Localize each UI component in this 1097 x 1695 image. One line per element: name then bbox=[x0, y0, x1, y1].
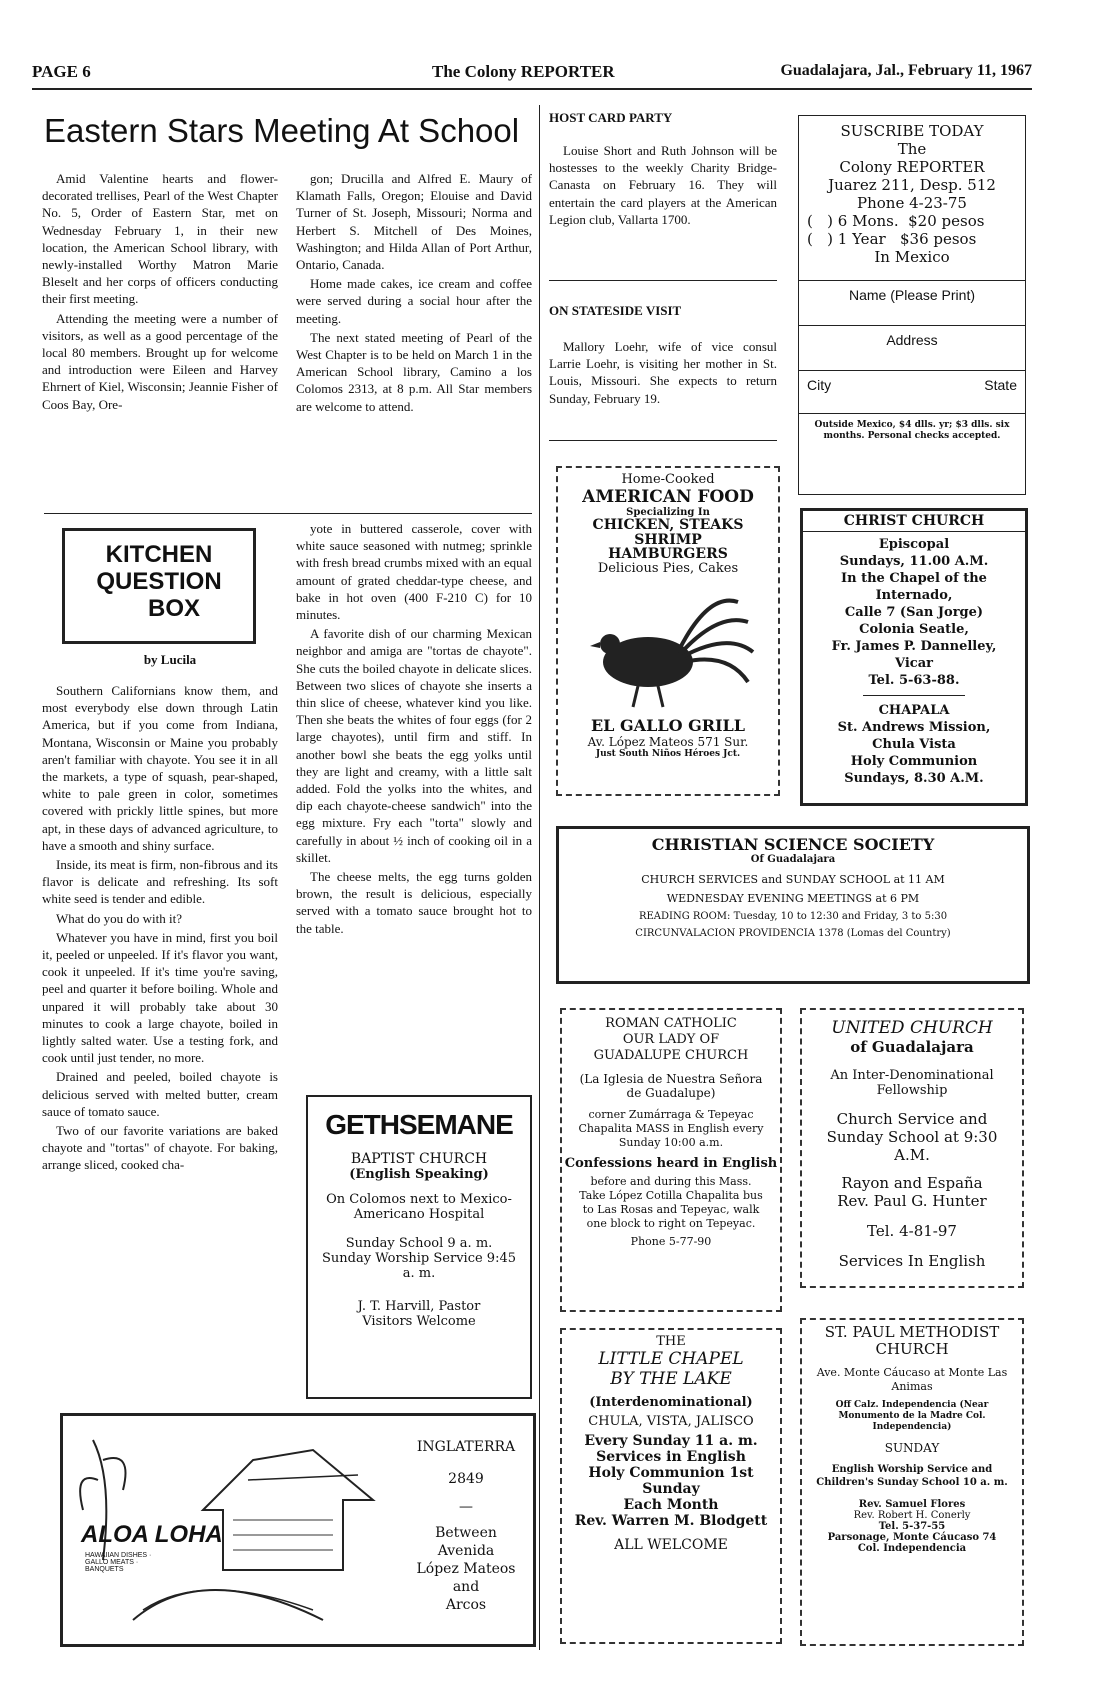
article-paragraph: Attending the meeting were a number of visitors, as well as a good percentage of the local 80 members. Brought up for welcome and introduction were Eileen and Harvey Ehrnert of Kiel, Wisconsin; Jeannie Fisher of Coos Bay, Ore- bbox=[42, 310, 278, 412]
column-rule bbox=[539, 105, 540, 1650]
rooster-illustration bbox=[568, 582, 768, 712]
subscribe-line: SUSCRIBE TODAY bbox=[840, 122, 984, 140]
chapel-line: Every Sunday 11 a. m. bbox=[584, 1433, 758, 1449]
chapala-line: St. Andrews Mission, bbox=[837, 720, 991, 735]
aloha-line: and bbox=[452, 1579, 480, 1595]
catholic-line: ROMAN CATHOLIC bbox=[605, 1016, 737, 1031]
article-paragraph: The next stated meeting of Pearl of the West Chapter is to be held on March 1 in the American School library, Camino a los Colomos 2313, at 8 p.m. All Star members are welcome to attend. bbox=[296, 329, 532, 414]
chapala-line: Chula Vista bbox=[872, 737, 956, 752]
united-church-ad bbox=[800, 1008, 1024, 1288]
address-field-label[interactable]: Address bbox=[886, 332, 938, 348]
catholic-heading bbox=[562, 1016, 780, 1064]
subscribe-option-6mo[interactable]: ( ) 6 Mons. $20 pesos bbox=[807, 212, 985, 230]
article-paragraph: Amid Valentine hearts and flower-decorated trellises, Pearl of the West Chapter No. 5, Order of Eastern Star, met on Wednesday February 1, in their new location, the American School library, with newly-installed Worthy Matron Marie Bleselt and her corps of officers conducting their first meeting. bbox=[42, 171, 278, 307]
article-paragraph: Louise Short and Ruth Johnson will be hostesses to the weekly Charity Bridge-Canasta on February 16. They will entertain the card players at the American Legion club, Vallarta 1700. bbox=[549, 143, 777, 227]
name-field-label[interactable]: Name (Please Print) bbox=[848, 287, 976, 303]
host-card-title: HOST CARD PARTY bbox=[549, 110, 673, 125]
methodist-title: ST. PAUL METHODIST CHURCH bbox=[824, 1323, 1000, 1358]
gallo-name: EL GALLO GRILL bbox=[590, 716, 746, 735]
catholic-confessions: Confessions heard in English bbox=[564, 1156, 778, 1171]
methodist-line: Col. Independencia bbox=[857, 1543, 967, 1554]
cc-line: Calle 7 (San Jorge) bbox=[844, 605, 984, 620]
christian-science-ad bbox=[556, 826, 1030, 984]
stateside-body bbox=[549, 338, 777, 409]
cc-line: Colonia Seatle, bbox=[859, 622, 969, 637]
gethsemane-title: GETHSEMANE bbox=[325, 1109, 513, 1140]
united-services: Services In English bbox=[838, 1252, 986, 1270]
gallo-line: Delicious Pies, Cakes bbox=[597, 561, 739, 576]
article-paragraph: Mallory Loehr, wife of vice consul Larrie Loehr, is visiting her mother in St. Louis, Missouri. She expects to return Sunday, February 19. bbox=[549, 339, 777, 406]
cc-line: Vicar bbox=[895, 656, 933, 671]
cc-line: Sundays, 11.00 A.M. bbox=[839, 554, 989, 569]
stateside-title: ON STATESIDE VISIT bbox=[549, 303, 682, 318]
united-line: An Inter-Denominational Fellowship bbox=[830, 1068, 994, 1098]
methodist-line: Tel. 5-37-55 bbox=[878, 1521, 946, 1532]
little-chapel-ad bbox=[560, 1328, 782, 1644]
gallo-address: Just South Niños Héroes Jct. bbox=[595, 749, 741, 759]
masthead bbox=[32, 58, 1032, 90]
aloha-line: 2849 bbox=[448, 1471, 484, 1487]
aloha-address bbox=[411, 1438, 521, 1614]
kitchen-title-line: KITCHEN bbox=[105, 541, 213, 568]
methodist-ad bbox=[800, 1318, 1024, 1646]
chapel-line: CHULA, VISTA, JALISCO bbox=[588, 1414, 754, 1429]
methodist-line: Ave. Monte Cáucaso at Monte Las Animas bbox=[816, 1366, 1008, 1393]
subscribe-line: The bbox=[897, 140, 927, 158]
chapala-title: CHAPALA bbox=[878, 703, 950, 718]
gallo-line: Specializing In bbox=[626, 507, 710, 518]
subscribe-line: Juarez 211, Desp. 512 bbox=[828, 176, 996, 194]
united-line: Rayon and España bbox=[841, 1174, 983, 1192]
aloha-ad bbox=[60, 1413, 536, 1647]
chapel-line: THE bbox=[656, 1334, 686, 1349]
city-field-label[interactable]: City bbox=[807, 377, 832, 393]
science-line: CIRCUNVALACION PROVIDENCIA 1378 (Lomas del Country) bbox=[635, 928, 951, 939]
gallo-line: AMERICAN FOOD bbox=[582, 487, 754, 507]
united-sub: of Guadalajara bbox=[850, 1038, 974, 1056]
aloha-line: Arcos bbox=[445, 1597, 487, 1613]
chapel-line: ALL WELCOME bbox=[614, 1537, 728, 1553]
article-paragraph: yote in buttered casserole, cover with white sauce seasoned with nutmeg; sprinkle with fresh bread crumbs mixed with an equal amount of grated cheddar-type cheese, and bake in hot oven (400 F-210 C) for 10 minutes. bbox=[296, 521, 532, 623]
methodist-line: SUNDAY bbox=[884, 1441, 940, 1455]
catholic-sub: (La Iglesia de Nuestra Señora de Guadalupe) bbox=[579, 1072, 763, 1100]
science-title: CHRISTIAN SCIENCE SOCIETY bbox=[651, 835, 935, 854]
united-line: Church Service and Sunday School at 9:30 A.M. bbox=[826, 1110, 998, 1164]
page-number: PAGE 6 bbox=[32, 62, 91, 81]
cc-line: In the Chapel of the bbox=[841, 571, 987, 586]
gethsemane-line: On Colomos next to Mexico-Americano Hospital bbox=[326, 1192, 512, 1222]
catholic-phone: Phone 5-77-90 bbox=[630, 1235, 712, 1248]
eastern-stars-col1 bbox=[42, 170, 278, 415]
chapala-details bbox=[803, 702, 1025, 787]
science-line: WEDNESDAY EVENING MEETINGS at 6 PM bbox=[666, 892, 920, 905]
aloha-line: — bbox=[459, 1499, 473, 1515]
gethsemane-line: J. T. Harvill, Pastor bbox=[357, 1299, 481, 1314]
kitchen-col2 bbox=[296, 520, 532, 939]
host-card-body bbox=[549, 142, 777, 230]
subscribe-fine-print: Outside Mexico, $4 dlls. yr; $3 dlls. six months. Personal checks accepted. bbox=[814, 420, 1010, 441]
subscribe-coupon bbox=[798, 115, 1026, 495]
kitchen-title-line: QUESTION bbox=[96, 568, 222, 595]
subscribe-line: Colony REPORTER bbox=[839, 158, 985, 176]
science-line: READING ROOM: Tuesday, 10 to 12:30 and Friday, 3 to 5:30 bbox=[638, 911, 948, 922]
aloha-line: Avenida bbox=[437, 1543, 495, 1559]
article-paragraph: Inside, its meat is firm, non-fibrous and its flavor is delicate and refreshing. Its soft white seed is tender and edible. bbox=[42, 857, 278, 907]
el-gallo-ad bbox=[556, 466, 780, 796]
methodist-line: English Worship Service and Children's Sunday School 10 a. m. bbox=[816, 1464, 1008, 1488]
chapala-line: Sundays, 8.30 A.M. bbox=[844, 771, 984, 786]
gethsemane-line: BAPTIST CHURCH bbox=[350, 1151, 488, 1167]
chapel-line: Sunday bbox=[642, 1481, 700, 1497]
science-sub: Of Guadalajara bbox=[750, 854, 836, 865]
subscribe-line: Phone 4-23-75 bbox=[857, 194, 967, 212]
gallo-line: SHRIMP bbox=[634, 532, 702, 548]
chapel-line: LITTLE CHAPEL bbox=[598, 1349, 744, 1369]
cc-line: Episcopal bbox=[878, 537, 950, 552]
united-tel: Tel. 4-81-97 bbox=[867, 1222, 957, 1240]
chapel-line: Each Month bbox=[623, 1497, 719, 1513]
chapel-line: Services in English bbox=[596, 1449, 746, 1465]
chapel-line: Holy Communion 1st bbox=[588, 1465, 754, 1481]
article-paragraph: Drained and peeled, boiled chayote is delicious served with melted butter, cream sauce of tomato sauce. bbox=[42, 1069, 278, 1119]
article-paragraph: Home made cakes, ice cream and coffee were served during a social hour after the meeting. bbox=[296, 276, 532, 326]
christ-church-title: CHRIST CHURCH bbox=[843, 513, 985, 529]
subscribe-option-1yr[interactable]: ( ) 1 Year $36 pesos bbox=[807, 230, 977, 248]
christ-church-ad bbox=[800, 508, 1028, 806]
article-paragraph: A favorite dish of our charming Mexican neighbor and amiga are "tortas de chayote". She cuts the boiled chayote in delicate slices. Between two slices of chayote she inserts a thin slice of cheese, whatever kind you like. Then she beats the whites of four eggs (for 2 large chayotes), until firm and stiff. In another bowl she beats the egg yolks until they are light and creamy, with a little salt added. Fold the yolks into the whites, and dip each chayote-cheese sandwich" into the egg mixture. Fry each "torta" slowly and carefully in about ½ inch of cooking oil in a skillet. bbox=[296, 626, 532, 865]
methodist-line: Off Calz. Independencia (Near Monumento de la Madre Col. Independencia) bbox=[835, 1400, 989, 1432]
state-field-label[interactable]: State bbox=[984, 377, 1017, 393]
gethsemane-line: Sunday Worship Service 9:45 a. m. bbox=[322, 1251, 516, 1281]
catholic-ad bbox=[560, 1008, 782, 1312]
catholic-line: OUR LADY OF bbox=[622, 1032, 720, 1047]
paper-title: The Colony REPORTER bbox=[432, 62, 615, 81]
gallo-address: Av. López Mateos 571 Sur. bbox=[587, 735, 749, 749]
kitchen-col1 bbox=[42, 682, 278, 1176]
eastern-stars-col2 bbox=[296, 170, 532, 417]
kitchen-title-line: BOX bbox=[147, 595, 200, 622]
chapel-line: Rev. Warren M. Blodgett bbox=[574, 1513, 768, 1529]
methodist-line: Rev. Robert H. Conerly bbox=[853, 1510, 971, 1521]
gallo-line: Home-Cooked bbox=[621, 472, 715, 487]
kitchen-title-box bbox=[62, 528, 256, 644]
divider bbox=[549, 440, 777, 441]
article-paragraph: gon; Drucilla and Alfred E. Maury of Klamath Falls, Oregon; Elouise and David Turner of St. Joseph, Missouri; Norma and Herbert S. Mitchell of Des Moines, Washington; and Hilda Allan of Port Arthur, Ontario, Canada. bbox=[296, 171, 532, 273]
article-paragraph: Whatever you have in mind, first you boil it, peeled or unpeeled. If it's flavor you want, cook it unpeeled. If it's time you're saving, peel and quarter it before boiling. Whole and unpared it will probably take about 30 minutes to cook a large chayote, boiled in lightly salted water. Use a testing fork, and cook until just tender, no more. bbox=[42, 929, 278, 1066]
divider bbox=[44, 513, 532, 514]
united-title: UNITED CHURCH bbox=[831, 1018, 993, 1038]
gethsemane-ad bbox=[306, 1095, 532, 1399]
article-paragraph: Southern Californians know them, and most everybody else down through Latin America, but if you come from Indiana, Montana, Wisconsin or Maine you probably aren't familiar with chayote. You see it in all the markets, a type of squash, pear-shaped, white to pale green in color, sometimes covered with prickly little spines, but more apt, in these days of advanced agriculture, to have a smooth and shiny surface. bbox=[42, 683, 278, 853]
subscribe-in-mexico: In Mexico bbox=[874, 248, 950, 266]
gallo-line: HAMBURGERS bbox=[608, 546, 728, 562]
subscribe-heading bbox=[799, 122, 1025, 212]
aloha-line: Between bbox=[435, 1525, 497, 1541]
chapel-line: BY THE LAKE bbox=[610, 1369, 732, 1389]
divider bbox=[549, 280, 777, 281]
gethsemane-line: Sunday School 9 a. m. bbox=[345, 1236, 493, 1251]
cc-line: Tel. 5-63-88. bbox=[868, 673, 960, 688]
dateline: Guadalajara, Jal., February 11, 1967 bbox=[780, 62, 1032, 79]
catholic-body: before and during this Mass. Take López Cotilla Chapalita bus to Las Rosas and Tepeyac, walk one block to right on Tepeyac. bbox=[579, 1175, 763, 1230]
science-line: CHURCH SERVICES and SUNDAY SCHOOL at 11 AM bbox=[641, 873, 945, 886]
united-line: Rev. Paul G. Hunter bbox=[837, 1192, 987, 1210]
gethsemane-line: Visitors Welcome bbox=[362, 1314, 476, 1329]
article-paragraph: Two of our favorite variations are baked chayote and "tortas" of chayote. For baking, arrange sliced, cooked cha- bbox=[42, 1123, 278, 1173]
article-paragraph: What do you do with it? bbox=[56, 910, 183, 926]
city-state-row bbox=[799, 377, 1025, 393]
chapala-line: Holy Communion bbox=[850, 754, 978, 769]
aloha-logo-sub: HAWAIIAN DISHES · GALLO MEATS · BANQUETS bbox=[85, 1552, 152, 1573]
article-paragraph: The cheese melts, the egg turns golden brown, the result is delicious, especially served with a tomato sauce brought hot to the table. bbox=[296, 869, 532, 936]
eastern-stars-headline: Eastern Stars Meeting At School bbox=[44, 112, 520, 149]
chapel-line: (Interdenominational) bbox=[589, 1395, 753, 1410]
catholic-body: corner Zumárraga & Tepeyac Chapalita MASS in English every Sunday 10:00 a.m. bbox=[578, 1108, 764, 1149]
cc-line: Fr. James P. Dannelley, bbox=[831, 639, 997, 654]
gallo-line: CHICKEN, STEAKS bbox=[592, 517, 744, 533]
aloha-logo: ALOA LOHA bbox=[81, 1521, 223, 1548]
gethsemane-line: (English Speaking) bbox=[349, 1167, 489, 1182]
kitchen-byline: by Lucila bbox=[143, 652, 197, 667]
christ-church-details bbox=[803, 536, 1025, 689]
methodist-line: Parsonage, Monte Cáucaso 74 bbox=[827, 1532, 997, 1543]
aloha-line: INGLATERRA bbox=[416, 1439, 516, 1455]
methodist-line: Rev. Samuel Flores bbox=[858, 1499, 966, 1510]
catholic-line: GUADALUPE CHURCH bbox=[593, 1048, 749, 1063]
aloha-line: López Mateos bbox=[416, 1561, 516, 1577]
cc-line: Internado, bbox=[875, 588, 953, 603]
